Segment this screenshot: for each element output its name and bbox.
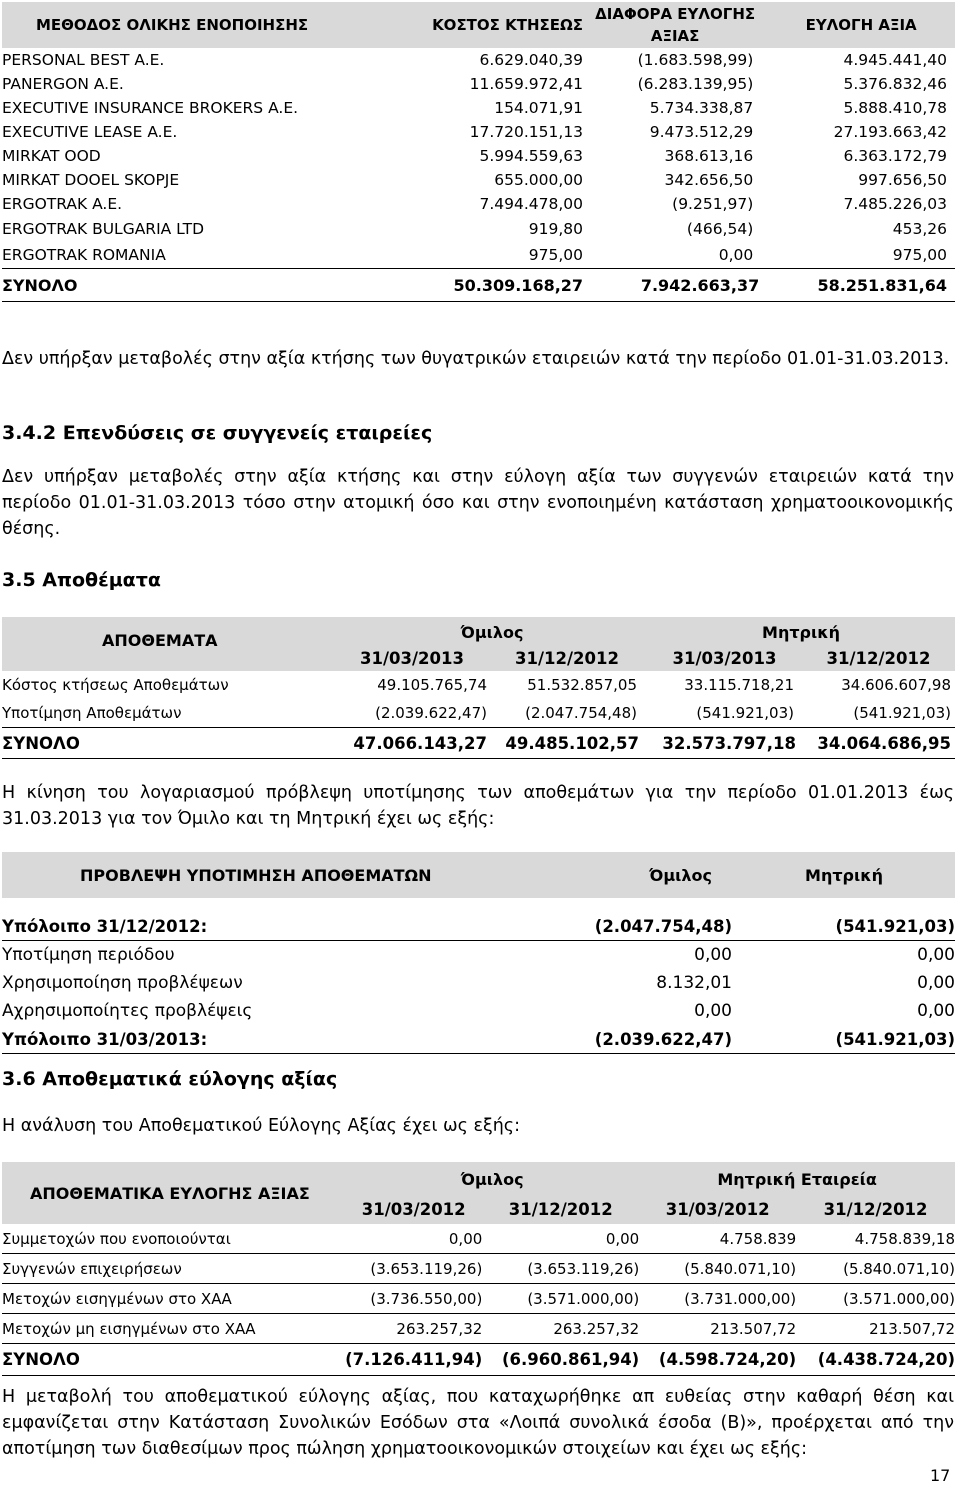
fair-value-reserves-table	[2, 1162, 955, 1376]
company-name: EXECUTIVE LEASE A.E.	[2, 123, 178, 141]
opening-group: (2.047.754,48)	[562, 912, 732, 941]
total-cost: 50.309.168,27	[402, 269, 583, 302]
cell-value: 213.507,72	[639, 1314, 796, 1344]
cell-value: (3.653.119,26)	[345, 1254, 482, 1284]
group-header-group: Όμιλος	[345, 1162, 639, 1194]
table-row	[2, 1224, 955, 1254]
total-value: (6.960.861,94)	[482, 1344, 639, 1376]
fair-value: 997.656,50	[858, 171, 947, 189]
total-label: ΣΥΝΟΛΟ	[2, 728, 337, 759]
cell-value: (3.571.000,00)	[796, 1284, 955, 1314]
cost-value: 975,00	[528, 246, 584, 264]
table-row	[2, 96, 955, 120]
table-row	[2, 699, 955, 728]
date-col-2: 31/12/2012	[482, 1194, 639, 1224]
fair-value: 975,00	[892, 246, 947, 264]
cell-value: (3.571.000,00)	[482, 1284, 639, 1314]
cell-value: (541.921,03)	[696, 704, 794, 722]
cell-value: (3.736.550,00)	[345, 1284, 482, 1314]
total-value: 32.573.797,18	[647, 728, 802, 759]
cell-value: 263.257,32	[345, 1314, 482, 1344]
total-label: ΣΥΝΟΛΟ	[2, 1344, 345, 1376]
paragraph-provision-movement: Η κίνηση του λογαριασμού πρόβλεψη υποτίμησης των αποθεμάτων για την περίοδο 01.01.2013 έως 31.03.2013 για τον Όμιλο και τη Μητρική έχει ως εξής:	[2, 783, 954, 829]
col-header-cost: ΚΟΣΤΟΣ ΚΤΗΣΕΩΣ	[402, 2, 583, 48]
company-name: ERGOTRAK ROMANIA	[2, 246, 166, 264]
table-row	[2, 192, 955, 216]
row-label: Μετοχών μη εισηγμένων στο ΧΑΑ	[2, 1314, 345, 1344]
cell-value: 8.132,01	[656, 973, 732, 993]
table-row	[2, 242, 955, 269]
row-label: Συγγενών επιχειρήσεων	[2, 1254, 345, 1284]
row-label: Χρησιμοποίηση προβλέψεων	[2, 973, 243, 993]
fair-value: 4.945.441,40	[843, 51, 947, 69]
row-label: Υποτίμηση περιόδου	[2, 945, 175, 965]
inventories-title: ΑΠΟΘΕΜΑΤΑ	[2, 617, 337, 671]
closing-balance-row	[2, 1025, 955, 1054]
fair-value: 5.888.410,78	[843, 99, 947, 117]
cost-value: 5.994.559,63	[479, 147, 584, 165]
date-col-2: 31/12/2012	[487, 645, 647, 671]
paragraph-fair-value-analysis: Η ανάλυση του Αποθεματικού Εύλογης Αξίας έχει ως εξής:	[2, 1116, 520, 1136]
table-row	[2, 48, 955, 72]
opening-label: Υπόλοιπο 31/12/2012:	[2, 912, 562, 941]
row-label: Αχρησιμοποίητες προβλέψεις	[2, 1001, 253, 1021]
cell-value: 34.606.607,98	[841, 676, 951, 694]
row-label: Μετοχών εισηγμένων στο ΧΑΑ	[2, 1284, 345, 1314]
total-value: 47.066.143,27	[337, 728, 487, 759]
cost-value: 11.659.972,41	[469, 75, 584, 93]
fair-value: 6.363.172,79	[843, 147, 947, 165]
cell-value: (3.731.000,00)	[639, 1284, 796, 1314]
total-label: ΣΥΝΟΛΟ	[2, 269, 402, 302]
diff-value: 342.656,50	[664, 171, 754, 189]
date-col-4: 31/12/2012	[802, 645, 955, 671]
cell-value: 33.115.718,21	[684, 676, 794, 694]
date-col-3: 31/03/2013	[647, 645, 802, 671]
col-header-fair-value: ΕΥΛΟΓΗ ΑΞΙΑ	[767, 2, 955, 48]
closing-parent: (541.921,03)	[732, 1025, 955, 1054]
cell-value: 4.758.839	[639, 1224, 796, 1254]
row-label: Συμμετοχών που ενοποιούνται	[2, 1224, 345, 1254]
date-col-1: 31/03/2013	[337, 645, 487, 671]
company-name: ERGOTRAK A.E.	[2, 195, 123, 213]
table-header-row	[2, 852, 955, 898]
inventories-table	[2, 617, 955, 759]
table-row	[2, 997, 955, 1025]
opening-parent: (541.921,03)	[732, 912, 955, 941]
cell-value: (541.921,03)	[853, 704, 951, 722]
row-label: Υποτίμηση Αποθεμάτων	[2, 704, 182, 722]
closing-group: (2.039.622,47)	[562, 1025, 732, 1054]
date-col-3: 31/03/2012	[639, 1194, 796, 1224]
page-number: 17	[930, 1466, 951, 1485]
fair-value: 27.193.663,42	[833, 123, 947, 141]
total-value: (4.598.724,20)	[639, 1344, 796, 1376]
table-row	[2, 671, 955, 699]
group-header-parent: Μητρική	[647, 617, 955, 645]
cell-value: (3.653.119,26)	[482, 1254, 639, 1284]
table-header-row	[2, 1162, 955, 1194]
fair-value: 453,26	[892, 220, 947, 238]
col-header-parent: Μητρική	[732, 852, 955, 898]
table-row	[2, 216, 955, 242]
cell-value: (2.047.754,48)	[525, 704, 637, 722]
date-col-1: 31/03/2012	[345, 1194, 482, 1224]
cell-value: 0,00	[345, 1224, 482, 1254]
total-fair: 58.251.831,64	[767, 269, 955, 302]
opening-balance-row	[2, 912, 955, 941]
section-heading-3-5: 3.5 Αποθέματα	[2, 569, 161, 591]
company-name: MIRKAT OOD	[2, 147, 101, 165]
total-value: 34.064.686,95	[802, 728, 955, 759]
col-header-fair-value-diff: ΔΙΑΦΟΡΑ ΕΥΛΟΓΗΣ ΑΞΙΑΣ	[583, 2, 767, 48]
reserves-title: ΑΠΟΘΕΜΑΤΙΚΑ ΕΥΛΟΓΗΣ ΑΞΙΑΣ	[2, 1162, 345, 1224]
subsidiaries-table	[2, 2, 955, 302]
cell-value: 0,00	[917, 1001, 955, 1021]
table-row	[2, 120, 955, 144]
company-name: EXECUTIVE INSURANCE BROKERS A.E.	[2, 99, 299, 117]
diff-value: (1.683.598,99)	[637, 51, 754, 69]
total-value: (4.438.724,20)	[796, 1344, 955, 1376]
cell-value: 0,00	[694, 945, 732, 965]
diff-value: 0,00	[718, 246, 754, 264]
total-value: (7.126.411,94)	[345, 1344, 482, 1376]
company-name: PANERGON A.E.	[2, 75, 124, 93]
table-row	[2, 1314, 955, 1344]
cell-value: (5.840.071,10)	[796, 1254, 955, 1284]
cost-value: 7.494.478,00	[479, 195, 584, 213]
cost-value: 17.720.151,13	[469, 123, 584, 141]
total-value: 49.485.102,57	[487, 728, 647, 759]
cell-value: 4.758.839,18	[796, 1224, 955, 1254]
provision-table	[2, 852, 955, 1054]
table-row	[2, 941, 955, 970]
cell-value: 0,00	[917, 973, 955, 993]
company-name: MIRKAT DOOEL SKOPJE	[2, 171, 180, 189]
cell-value: 0,00	[482, 1224, 639, 1254]
cell-value: 213.507,72	[796, 1314, 955, 1344]
cell-value: 49.105.765,74	[377, 676, 487, 694]
table-row	[2, 168, 955, 192]
table-row	[2, 72, 955, 96]
table-row	[2, 1284, 955, 1314]
col-header-method: ΜΕΘΟΔΟΣ ΟΛΙΚΗΣ ΕΝΟΠΟΙΗΣΗΣ	[2, 2, 402, 48]
table-row	[2, 1254, 955, 1284]
cost-value: 6.629.040,39	[479, 51, 584, 69]
cost-value: 919,80	[528, 220, 584, 238]
paragraph-associates: Δεν υπήρξαν μεταβολές στην αξία κτήσης και στην εύλογη αξία των συγγενών εταιρειών κατά την περίοδο 01.01-31.03.2013 τόσο στην ατομική όσο και στην ενοποιημένη κατάσταση χρηματοοικονομικής θέσης.	[2, 467, 954, 539]
diff-value: (6.283.139,95)	[637, 75, 754, 93]
cell-value: (5.840.071,10)	[639, 1254, 796, 1284]
cost-value: 154.071,91	[494, 99, 584, 117]
table-header-row	[2, 2, 955, 48]
total-diff: 7.942.663,37	[583, 269, 767, 302]
paragraph-fair-value-change: Η μεταβολή του αποθεματικού εύλογης αξίας, που καταχωρήθηκε απ ευθείας στην καθαρή θέση και εμφανίζεται στην Κατάσταση Συνολικών Εσόδων στα «Λοιπά συνολικά έσοδα (Β)», προέρχεται από την αποτίμηση των διαθεσίμων προς πώληση χρηματοοικονομικών στοιχείων και έχει ως εξής:	[2, 1387, 954, 1459]
cell-value: 51.532.857,05	[527, 676, 637, 694]
diff-value: (466,54)	[686, 220, 754, 238]
company-name: PERSONAL BEST A.E.	[2, 51, 165, 69]
col-header-group: Όμιλος	[562, 852, 732, 898]
cell-value: (2.039.622,47)	[375, 704, 487, 722]
section-heading-3-6: 3.6 Αποθεματικά εύλογης αξίας	[2, 1068, 338, 1090]
fair-value: 7.485.226,03	[843, 195, 947, 213]
provision-title: ΠΡΟΒΛΕΨΗ ΥΠΟΤΙΜΗΣΗ ΑΠΟΘΕΜΑΤΩΝ	[2, 852, 562, 898]
company-name: ERGOTRAK BULGARIA LTD	[2, 220, 205, 238]
table-row	[2, 969, 955, 997]
table-total-row	[2, 269, 955, 302]
table-header-row	[2, 617, 955, 645]
date-col-4: 31/12/2012	[796, 1194, 955, 1224]
closing-label: Υπόλοιπο 31/03/2013:	[2, 1025, 562, 1054]
fair-value: 5.376.832,46	[843, 75, 947, 93]
diff-value: 9.473.512,29	[649, 123, 754, 141]
table-total-row	[2, 1344, 955, 1376]
cost-value: 655.000,00	[494, 171, 584, 189]
table-total-row	[2, 728, 955, 759]
diff-value: (9.251,97)	[672, 195, 754, 213]
cell-value: 0,00	[694, 1001, 732, 1021]
diff-value: 368.613,16	[664, 147, 754, 165]
paragraph-subsidiaries: Δεν υπήρξαν μεταβολές στην αξία κτήσης των θυγατρικών εταιρειών κατά την περίοδο 01.01-31.03.2013.	[2, 349, 950, 369]
section-heading-3-4-2: 3.4.2 Επενδύσεις σε συγγενείς εταιρείες	[2, 422, 433, 444]
diff-value: 5.734.338,87	[649, 99, 754, 117]
cell-value: 0,00	[917, 945, 955, 965]
table-row	[2, 144, 955, 168]
cell-value: 263.257,32	[482, 1314, 639, 1344]
group-header-group: Όμιλος	[337, 617, 647, 645]
row-label: Κόστος κτήσεως Αποθεμάτων	[2, 676, 229, 694]
group-header-parent: Μητρική Εταιρεία	[639, 1162, 955, 1194]
